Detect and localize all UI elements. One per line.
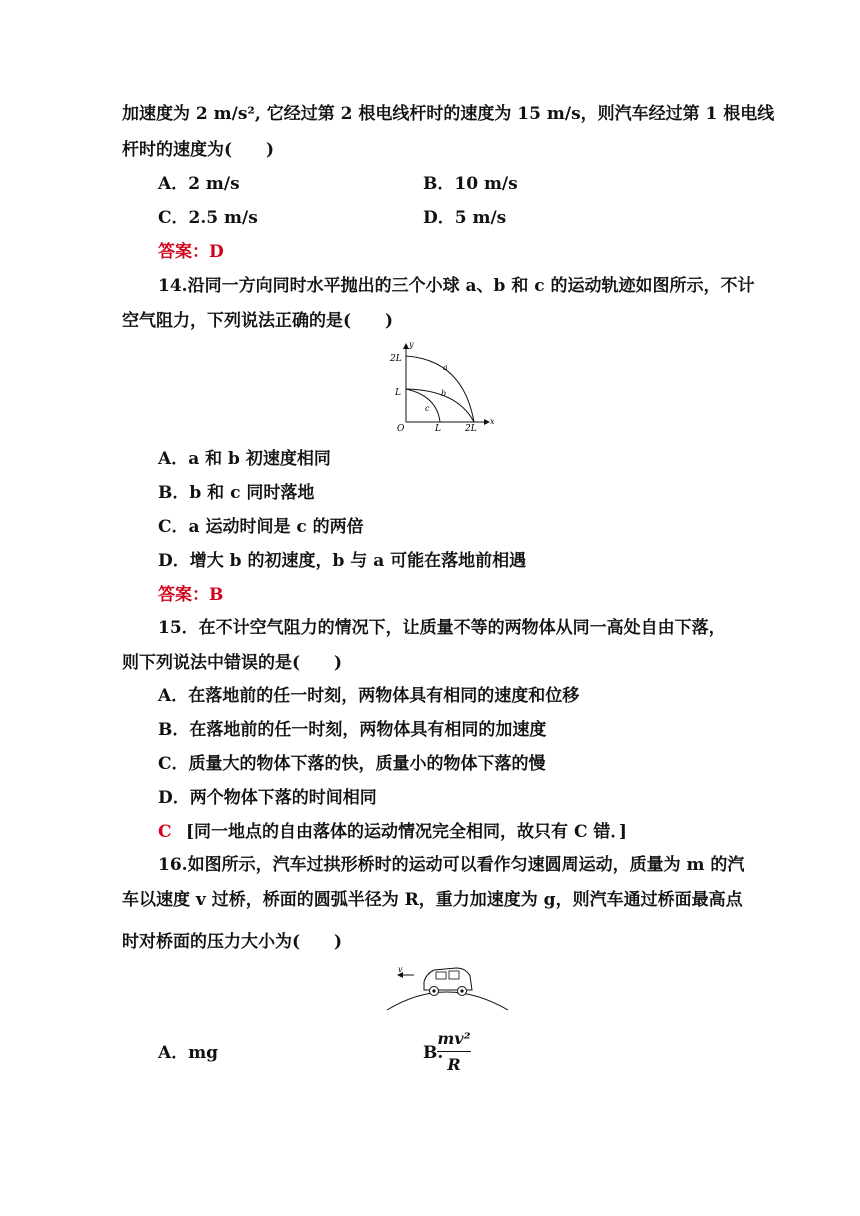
q15-option-a: A．在落地前的任一时刻，两物体具有相同的速度和位移 xyxy=(158,686,580,706)
q14-option-d: D．增大 b 的初速度，b 与 a 可能在落地前相遇 xyxy=(158,551,527,571)
q13-option-b: B．10 m/s xyxy=(423,174,518,194)
q16-stem-line2: 车以速度 v 过桥，桥面的圆弧半径为 R，重力加速度为 g，则汽车通过桥面最高点 xyxy=(122,890,743,910)
q16-option-b-numerator: mv² xyxy=(437,1029,471,1048)
q14-option-c: C．a 运动时间是 c 的两倍 xyxy=(158,517,364,537)
q15-stem-line1: 15．在不计空气阻力的情况下，让质量不等的两物体从同一高处自由下落， xyxy=(158,618,726,638)
y-axis-label: y xyxy=(409,340,414,349)
y-tick-2L: 2L xyxy=(390,354,402,364)
q16-option-a-text: A．mg xyxy=(158,1043,219,1063)
q13-option-d: D．5 m/s xyxy=(423,208,507,228)
q13-stem-line2: 杆时的速度为( ) xyxy=(122,140,275,160)
q16-option-b-prefix: B. xyxy=(423,1043,444,1063)
q14-answer: 答案：B xyxy=(158,585,224,605)
trajectory-b xyxy=(406,389,474,422)
q13-answer: 答案：D xyxy=(158,242,224,262)
q13-option-a: A．2 m/s xyxy=(158,174,240,194)
q14-option-a: A．a 和 b 初速度相同 xyxy=(158,449,331,469)
trajectory-a xyxy=(406,356,474,422)
q16-option-b-denominator: R xyxy=(447,1055,461,1074)
q16-stem-line1: 16.如图所示，汽车过拱形桥时的运动可以看作匀速圆周运动，质量为 m 的汽 xyxy=(158,855,745,875)
q16-fraction-bar xyxy=(437,1051,471,1052)
q15-option-c: C．质量大的物体下落的快，质量小的物体下落的慢 xyxy=(158,754,546,774)
x-tick-2L: 2L xyxy=(465,424,477,434)
trajectory-c xyxy=(406,389,440,422)
q16-option-a xyxy=(158,1042,218,1064)
curve-label-a: a xyxy=(443,363,448,372)
q15-option-d: D．两个物体下落的时间相同 xyxy=(158,788,377,808)
arch-bridge-car-figure xyxy=(384,960,514,1016)
curve-label-b: b xyxy=(441,389,447,398)
y-tick-L: L xyxy=(395,388,401,398)
velocity-label: v xyxy=(398,965,403,974)
q15-option-b: B．在落地前的任一时刻，两物体具有相同的加速度 xyxy=(158,720,547,740)
q14-stem-line1: 14.沿同一方向同时水平抛出的三个小球 a、b 和 c 的运动轨迹如图所示，不计 xyxy=(158,276,755,296)
q15-answer-letter: C xyxy=(158,822,172,842)
car-icon xyxy=(424,968,472,996)
q15-explanation: [同一地点的自由落体的运动情况完全相同，故只有 C 错．] xyxy=(186,822,627,842)
q15-stem-line2: 则下列说法中错误的是( ) xyxy=(122,653,343,673)
q13-option-c: C．2.5 m/s xyxy=(158,208,258,228)
q14-stem-line2: 空气阻力，下列说法正确的是( ) xyxy=(122,311,394,331)
x-axis-label: x xyxy=(490,417,495,426)
projectile-trajectory-figure xyxy=(385,338,505,438)
x-tick-L: L xyxy=(435,424,441,434)
q14-option-b: B．b 和 c 同时落地 xyxy=(158,483,315,503)
q16-stem-line3: 时对桥面的压力大小为( ) xyxy=(122,932,343,952)
curve-label-c: c xyxy=(425,404,430,413)
bridge-arc xyxy=(387,992,508,1010)
q13-stem-line1: 加速度为 2 m/s², 它经过第 2 根电线杆时的速度为 15 m/s，则汽车经过第 1 根电线 xyxy=(122,104,775,124)
origin-label: O xyxy=(397,424,405,434)
